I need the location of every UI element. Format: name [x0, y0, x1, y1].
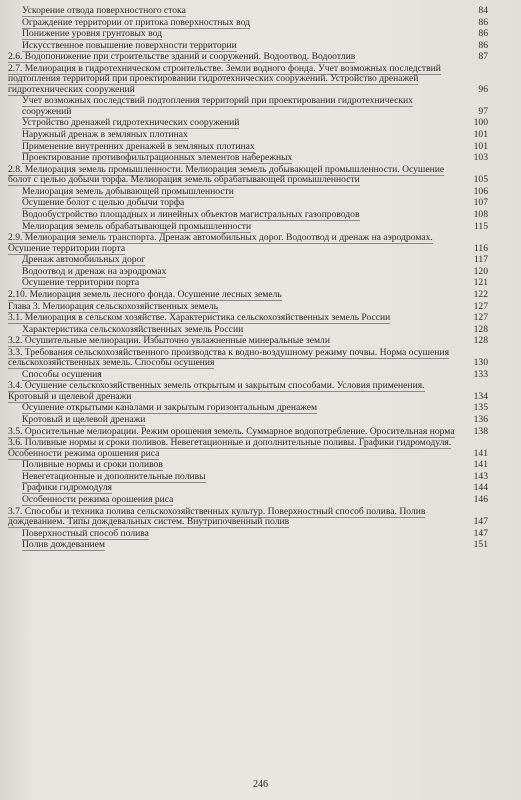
- toc-entry-title: 3.4. Осушение сельскохозяйственных земель открытым и закрытым способами. Условия применения. Кротовый и щелевой дренажи: [8, 380, 425, 402]
- toc-entry-title: 3.7. Способы и техника полива сельскохозяйственных культур. Поверхностный способ полива. Полив дождеванием. Типы дождевальных систем. Внутрипочвенный полив: [8, 505, 426, 528]
- toc-entry: [8, 483, 488, 493]
- toc-entry-title: Дренаж автомобильных дорог: [22, 254, 146, 266]
- toc-entry: [8, 118, 488, 128]
- table-of-contents: [8, 6, 488, 552]
- toc-entry-page: 86: [478, 28, 488, 40]
- toc-entry: [8, 348, 488, 369]
- toc-entry: [8, 460, 488, 470]
- toc-entry-title: 3.2. Осушительные мелиорации. Избыточно увлажненные минеральные земли: [8, 335, 330, 347]
- toc-entry: [8, 290, 488, 300]
- toc-entry-page: 108: [473, 208, 488, 220]
- toc-entry-title: 2.6. Водопонижение при строительстве зданий и сооружений. Водоотвод. Водоотлив: [8, 51, 356, 63]
- toc-entry-title: Мелиорация земель обрабатывающей промышленности: [22, 220, 252, 232]
- toc-entry-title: Устройство дренажей гидротехнических сооружений: [22, 117, 240, 129]
- toc-entry: [8, 96, 488, 117]
- toc-entry: [8, 233, 488, 254]
- toc-entry-page: 147: [473, 516, 488, 528]
- toc-entry-title: Мелиорация земель добывающей промышленности: [22, 185, 234, 197]
- toc-entry-page: 127: [473, 300, 488, 312]
- toc-entry: [8, 222, 488, 232]
- toc-entry-title: Ограждение территории от притока поверхностных вод: [22, 16, 250, 28]
- toc-entry-page: 144: [473, 482, 488, 494]
- toc-entry-title: Учет возможных последствий подтопления территорий при проектировании гидротехнических сооружений: [22, 95, 413, 117]
- toc-entry: [8, 415, 488, 425]
- toc-entry-page: 141: [473, 447, 488, 459]
- toc-entry-title: Характеристика сельскохозяйственных земель России: [22, 323, 244, 335]
- toc-entry-page: 151: [473, 539, 488, 551]
- toc-entry-page: 86: [478, 39, 488, 51]
- page-number: 246: [253, 779, 268, 790]
- toc-entry: [8, 255, 488, 265]
- toc-entry: [8, 187, 488, 197]
- toc-entry-title: Невегетационные и дополнительные поливы: [22, 470, 206, 482]
- toc-entry-title: Осушение территории порта: [22, 277, 140, 289]
- toc-entry-page: 117: [473, 254, 488, 266]
- toc-entry-title: Наружный дренаж в земляных плотинах: [22, 128, 188, 140]
- toc-entry-page: 146: [473, 494, 488, 506]
- toc-entry: [8, 165, 488, 186]
- toc-entry-page: 122: [473, 288, 488, 300]
- toc-entry-page: 120: [473, 265, 488, 277]
- toc-entry: [8, 6, 488, 16]
- toc-entry-title: 2.10. Мелиорация земель лесного фонда. Осушение лесных земель: [8, 288, 282, 300]
- toc-entry-page: 97: [478, 105, 488, 117]
- toc-entry: [8, 427, 488, 437]
- toc-entry-page: 135: [473, 402, 488, 414]
- toc-entry: [8, 381, 488, 402]
- toc-entry-page: 147: [473, 527, 488, 539]
- toc-entry: [8, 438, 488, 459]
- toc-entry-page: 86: [478, 16, 488, 28]
- toc-entry: [8, 472, 488, 482]
- toc-entry-page: 130: [473, 357, 488, 369]
- toc-entry-title: Глава 3. Мелиорация сельскохозяйственных земель: [8, 300, 219, 312]
- toc-entry-title: Графики гидромодуля: [22, 482, 112, 494]
- toc-entry-page: 103: [473, 152, 488, 164]
- toc-entry-page: 141: [473, 459, 488, 471]
- toc-entry: [8, 198, 488, 208]
- toc-entry: [8, 29, 488, 39]
- toc-entry: [8, 529, 488, 539]
- toc-entry-page: 107: [473, 197, 488, 209]
- toc-entry-page: 143: [473, 470, 488, 482]
- toc-entry-page: 100: [473, 117, 488, 129]
- toc-entry-title: Ускорение отвода поверхностного стока: [22, 5, 186, 16]
- toc-entry: [8, 267, 488, 277]
- toc-entry-title: Поливные нормы и сроки поливов: [22, 459, 163, 471]
- toc-entry: [8, 313, 488, 323]
- toc-entry-title: Особенности режима орошения риса: [22, 494, 174, 506]
- toc-entry: [8, 325, 488, 335]
- toc-entry: [8, 495, 488, 505]
- toc-entry-title: 3.6. Поливные нормы и сроки поливов. Невегетационные и дополнительные поливы. Графики гидромодуля. Особенности режима орошения риса: [8, 437, 452, 459]
- toc-entry: [8, 210, 488, 220]
- toc-entry: [8, 64, 488, 95]
- toc-entry-page: 127: [473, 312, 488, 324]
- toc-entry: [8, 540, 488, 550]
- toc-entry-page: 133: [473, 368, 488, 380]
- toc-entry-title: 3.1. Мелиорация в сельском хозяйстве. Характеристика сельскохозяйственных земель России: [8, 312, 391, 324]
- toc-entry-page: 84: [478, 5, 488, 16]
- toc-entry-page: 116: [473, 242, 488, 254]
- toc-entry: [8, 370, 488, 380]
- toc-entry-title: Полив дождеванием: [22, 539, 105, 551]
- toc-entry: [8, 130, 488, 140]
- toc-entry: [8, 41, 488, 51]
- toc-entry-page: 136: [473, 414, 488, 426]
- toc-entry: [8, 302, 488, 312]
- toc-entry-page: 87: [478, 51, 488, 63]
- toc-entry-title: 2.7. Мелиорация в гидротехническом строительстве. Земли водного фонда. Учет возможных последствий подтопления территорий при проектировании гидротехнических сооружений. Устройство дренажей гидротехнических сооружений: [8, 62, 441, 95]
- toc-entry-page: 115: [473, 220, 488, 232]
- toc-entry: [8, 403, 488, 413]
- toc-entry-title: Понижение уровня грунтовых вод: [22, 28, 162, 40]
- toc-entry-title: 2.8. Мелиорация земель промышленности. Мелиорация земель добывающей промышленности. Осушение болот с целью добычи торфа. Мелиорация земель обрабатывающей промышленности: [8, 163, 445, 186]
- toc-entry-title: 2.9. Мелиорация земель транспорта. Дренаж автомобильных дорог. Водоотвод и дренаж на аэродромах. Осушение территории порта: [8, 232, 433, 254]
- toc-entry: [8, 278, 488, 288]
- toc-entry-title: Способы осушения: [22, 368, 102, 380]
- toc-entry-page: 101: [473, 128, 488, 140]
- toc-entry-page: 128: [473, 335, 488, 347]
- toc-entry: [8, 142, 488, 152]
- toc-entry-title: 3.3. Требования сельскохозяйственного производства к водно-воздушному режиму почвы. Норма осушения сельскохозяйственных земель. Способы осушения: [8, 346, 449, 369]
- toc-entry: [8, 507, 488, 528]
- toc-entry-title: Поверхностный способ полива: [22, 527, 149, 539]
- toc-entry-title: Проектирование противофильтрационных элементов набережных: [22, 152, 293, 164]
- toc-entry-title: Искусственное повышение поверхности территории: [22, 39, 237, 51]
- toc-entry-page: 138: [473, 425, 488, 437]
- toc-entry: [8, 153, 488, 163]
- toc-entry: [8, 336, 488, 346]
- toc-entry-page: 101: [473, 140, 488, 152]
- toc-entry: [8, 18, 488, 28]
- toc-entry-page: 106: [473, 185, 488, 197]
- toc-entry-page: 96: [478, 83, 488, 95]
- toc-entry-title: Водоотвод и дренаж на аэродромах: [22, 265, 167, 277]
- toc-entry-title: Применение внутренних дренажей в земляных плотинах: [22, 140, 255, 152]
- toc-entry-page: 105: [473, 174, 488, 186]
- toc-entry-title: Осушение открытыми каналами и закрытым горизонтальным дренажем: [22, 402, 318, 414]
- toc-entry-page: 121: [473, 277, 488, 289]
- toc-entry-title: Водообустройство площадных и линейных объектов магистральных газопроводов: [22, 208, 360, 220]
- toc-entry-page: 134: [473, 390, 488, 402]
- toc-entry-page: 128: [473, 323, 488, 335]
- toc-entry-title: Кротовый и щелевой дренажи: [22, 414, 146, 426]
- toc-entry: [8, 52, 488, 62]
- toc-entry-title: 3.5. Оросительные мелиорации. Режим орошения земель. Суммарное водопотребление. Оросительная норма: [8, 425, 455, 437]
- toc-entry-title: Осушение болот с целью добычи торфа: [22, 197, 185, 209]
